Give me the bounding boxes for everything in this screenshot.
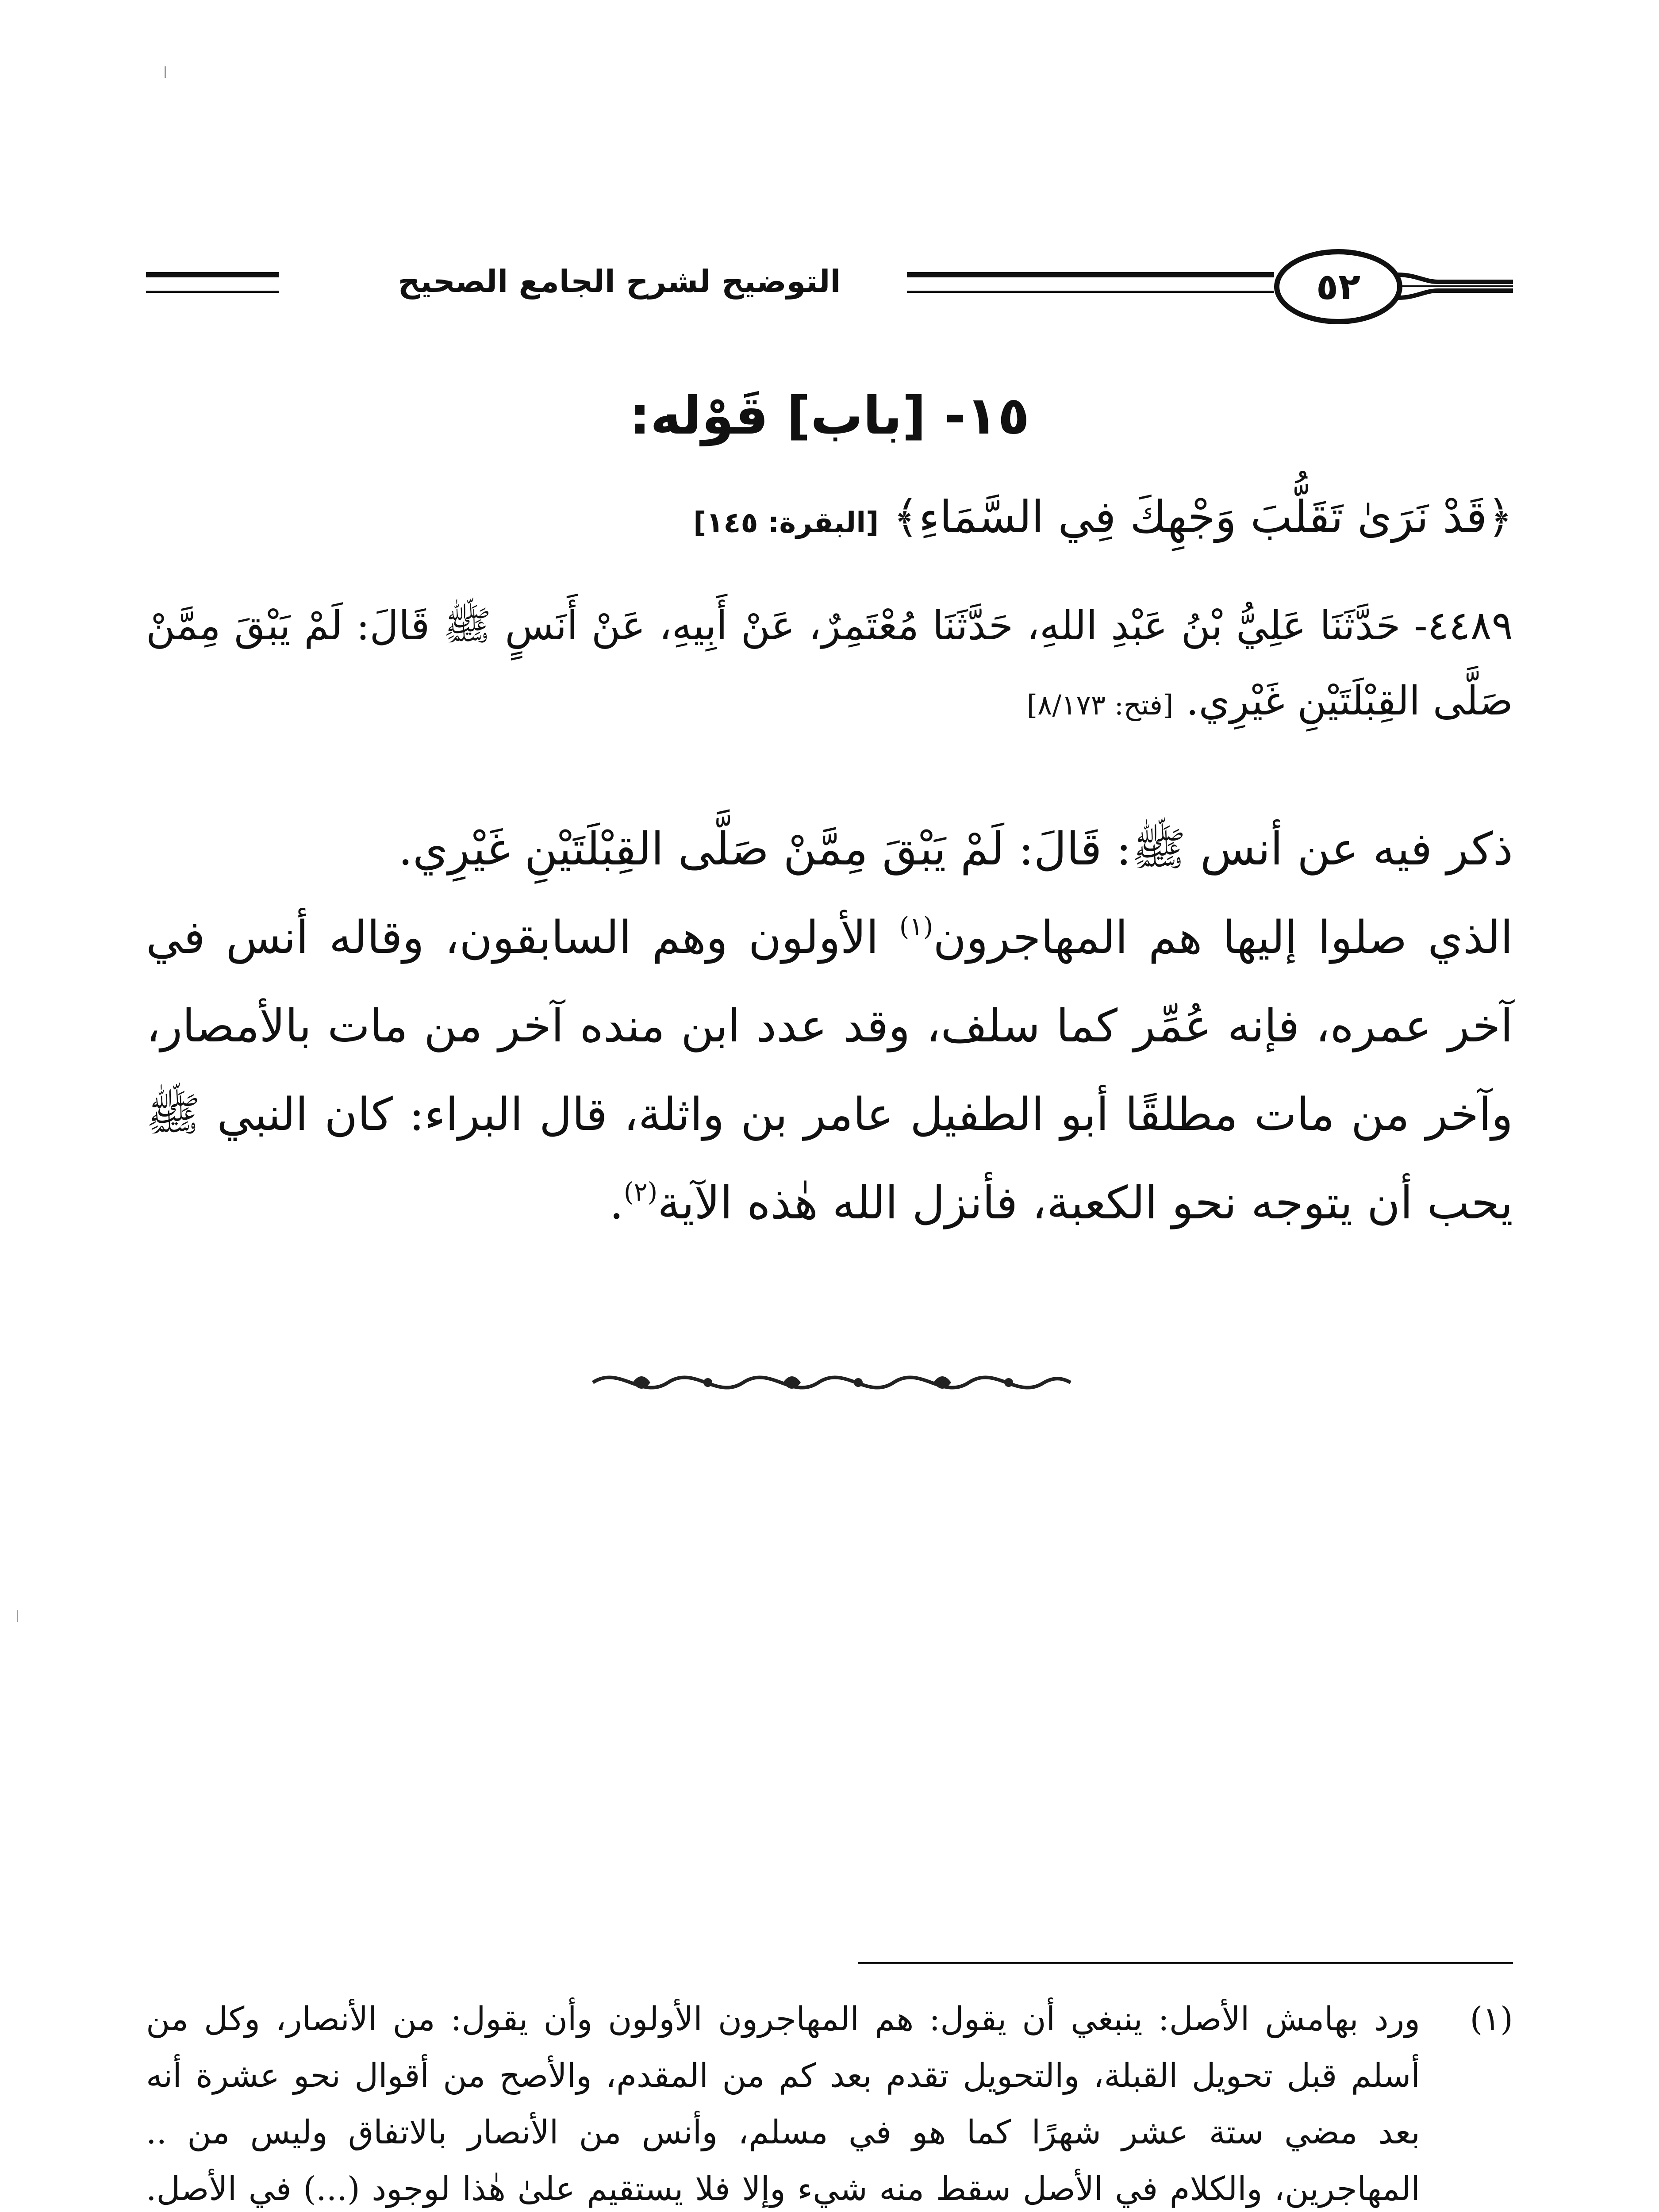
- verse-reference: [البقرة: ١٤٥]: [693, 507, 879, 539]
- commentary-text-2c: .: [609, 1177, 624, 1229]
- verse-text: ﴿قَدْ نَرَىٰ تَقَلُّبَ وَجْهِكَ فِي السَّمَاءِ﴾: [893, 491, 1513, 543]
- page-number-badge: [1274, 249, 1402, 324]
- header-rule-left-bottom: [146, 291, 279, 293]
- footnote-text: ورد بهامش الأصل: ينبغي أن يقول: هم المهاجرون الأولون وأن يقول: من الأنصار، وكل من أسلم قبل تحويل القبلة، والتحويل تقدم بعد كم من المقدم، والأصح من أقوال نحو عشرة أنه بعد مضي ستة عشر شهرًا كما هو في مسلم، وأنس من الأنصار بالاتفاق وليس من .. المهاجرين، والكلام في الأصل سقط منه شيء وإلا فلا يستقيم علىٰ هٰذا لوجود (...) في الأصل.: [146, 2000, 1420, 2208]
- quran-verse: [146, 491, 1513, 543]
- hadith-text: ٤٤٨٩- حَدَّثَنَا عَلِيُّ بْنُ عَبْدِ اللهِ، حَدَّثَنَا مُعْتَمِرٌ، عَنْ أَبِيهِ، عَنْ أَنَسٍ ﷺ قَالَ: لَمْ يَبْقَ مِمَّنْ صَلَّى القِبْلَتَيْنِ غَيْرِي.: [146, 603, 1513, 724]
- footnote-separator: [858, 1962, 1513, 1964]
- header-rule-left-top: [146, 272, 279, 277]
- footnote-ref-2[interactable]: (٢): [623, 1177, 658, 1207]
- footnotes: [146, 1991, 1513, 2212]
- commentary-text-1: ذكر فيه عن أنس ﷺ: قَالَ: لَمْ يَبْقَ مِمَّنْ صَلَّى القِبْلَتَيْنِ غَيْرِي.: [398, 823, 1513, 876]
- chapter-heading: ١٥- [باب] قَوْله:: [629, 385, 1030, 446]
- running-header: [146, 241, 1513, 334]
- page-number: ٥٢: [1316, 265, 1361, 308]
- commentary: [146, 805, 1513, 1248]
- header-ornament-tail: [1398, 269, 1513, 304]
- footnote-1: [146, 1991, 1513, 2212]
- footnote-ref-1[interactable]: (١): [899, 911, 933, 941]
- scan-mark: [165, 66, 166, 78]
- ornamental-divider: [584, 1363, 1079, 1402]
- commentary-paragraph-1: [146, 805, 1513, 894]
- commentary-paragraph-2: [146, 894, 1513, 1248]
- header-rule-middle-top: [907, 272, 1274, 277]
- commentary-text-2a: الذي صلوا إليها هم المهاجرون: [933, 911, 1513, 964]
- book-title: التوضيح لشرح الجامع الصحيح: [398, 263, 841, 300]
- hadith-block: [146, 588, 1513, 743]
- hadith-reference: [فتح: ٨/١٧٣]: [1026, 689, 1174, 721]
- footnote-marker: (١): [1470, 2000, 1513, 2038]
- header-rule-middle-bottom: [907, 291, 1274, 293]
- commentary-text-2b: الأولون وهم السابقون، وقاله أنس في آخر عمره، فإنه عُمِّر كما سلف، وقد عدد ابن منده آخر من مات بالأمصار، وآخر من مات مطلقًا أبو الطفيل عامر بن واثلة، قال البراء: كان النبي ﷺ يحب أن يتوجه نحو الكعبة، فأنزل الله هٰذه الآية: [146, 911, 1513, 1229]
- scan-mark: [17, 1610, 18, 1622]
